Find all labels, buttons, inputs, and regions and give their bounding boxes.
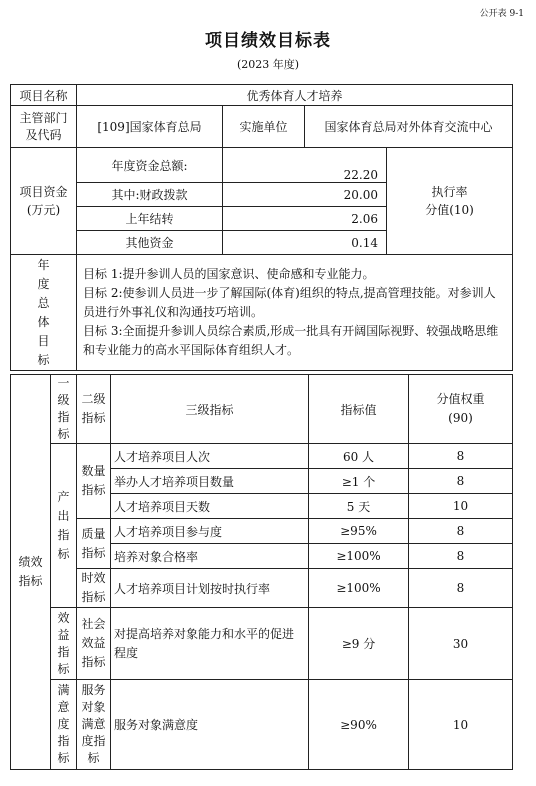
social-benefit-label [77, 608, 111, 680]
quantity-indicator-label [77, 444, 111, 519]
dept-label [11, 106, 77, 148]
annual-goals-text [77, 255, 513, 371]
value-header: 指标值 [309, 375, 409, 444]
level2-header [77, 375, 111, 444]
weight-header-line1: 分值权重 [436, 392, 485, 406]
execution-rate-line2: 分值(10) [425, 203, 474, 217]
header-line: 指标 [81, 411, 106, 425]
other-funds-label: 其他资金 [77, 231, 223, 255]
label-char: 出 [57, 508, 70, 523]
indicator-value: ≥1 个 [309, 469, 409, 494]
indicator-name: 人才培养项目计划按时执行率 [111, 569, 309, 608]
header-char: 一 [57, 376, 70, 390]
label-line: 指标 [81, 655, 106, 669]
weight-header [409, 375, 513, 444]
header-char: 级 [57, 393, 70, 407]
label-char: 满 [57, 683, 70, 697]
service-satisfaction-label [77, 680, 111, 770]
output-indicator-label [51, 444, 77, 608]
goals-label-char: 年 [37, 257, 50, 272]
quality-indicator-label [77, 519, 111, 569]
execution-rate-line1: 执行率 [431, 185, 468, 199]
total-funds-label: 年度资金总额: [77, 148, 223, 183]
indicator-name: 人才培养项目人次 [111, 444, 309, 469]
indicator-name: 服务对象满意度 [111, 680, 309, 770]
label-line: 社会 [81, 617, 106, 631]
section-label-line: 指标 [18, 574, 43, 588]
performance-table [10, 374, 513, 770]
indicator-name: 对提高培养对象能力和水平的促进程度 [111, 608, 309, 680]
level3-header: 三级指标 [111, 375, 309, 444]
label-char: 指 [57, 734, 70, 748]
goals-label-char: 总 [37, 295, 50, 310]
label-line: 服务 [81, 683, 106, 697]
indicator-name: 培养对象合格率 [111, 544, 309, 569]
table-code: 公开表 9-1 [479, 9, 524, 19]
indicator-value: ≥9 分 [309, 608, 409, 680]
indicator-name: 人才培养项目参与度 [111, 519, 309, 544]
header-char: 标 [57, 427, 70, 441]
funds-label-line2: (万元) [26, 203, 61, 217]
fiscal-funds-label: 其中:财政拨款 [77, 183, 223, 207]
indicator-value: ≥100% [309, 569, 409, 608]
indicator-name: 人才培养项目天数 [111, 494, 309, 519]
weight-header-line2: (90) [448, 411, 473, 425]
level1-header [51, 375, 77, 444]
section-label-line: 绩效 [18, 555, 43, 569]
indicator-weight: 10 [409, 680, 513, 770]
label-line: 指标 [81, 590, 106, 604]
indicator-name: 举办人才培养项目数量 [111, 469, 309, 494]
label-line: 数量 [81, 464, 106, 478]
performance-section-label [11, 375, 51, 770]
label-char: 意 [57, 700, 70, 714]
indicator-weight: 8 [409, 444, 513, 469]
impl-label: 实施单位 [223, 106, 305, 148]
funds-label [11, 148, 77, 255]
indicator-weight: 8 [409, 569, 513, 608]
project-name-label: 项目名称 [11, 85, 77, 106]
impl-value: 国家体育总局对外体育交流中心 [305, 106, 513, 148]
indicator-weight: 10 [409, 494, 513, 519]
label-line: 对象 [81, 700, 106, 714]
label-line: 指标 [81, 545, 106, 560]
indicator-value: ≥95% [309, 519, 409, 544]
goals-label-char: 度 [37, 276, 50, 291]
label-line: 度指 [81, 734, 106, 748]
goals-label-char: 体 [37, 314, 50, 329]
goal-3: 目标 3:全面提升参训人员综合素质,形成一批具有开阔国际视野、较强战略思维和专业能力的高水平国际体育组织人才。 [83, 324, 499, 357]
header-char: 指 [57, 410, 70, 424]
year-subtitle: (2023 年度) [236, 58, 300, 71]
satisfaction-indicator-label [51, 680, 77, 770]
label-line: 标 [87, 751, 100, 765]
header-line: 二级 [81, 392, 106, 406]
label-char: 产 [57, 489, 70, 504]
label-char: 效 [57, 610, 70, 625]
goals-label-char: 目 [37, 333, 50, 348]
goal-1: 目标 1:提升参训人员的国家意识、使命感和专业能力。 [83, 267, 375, 281]
label-line: 质量 [81, 526, 106, 541]
dept-value: [109]国家体育总局 [77, 106, 223, 148]
label-char: 指 [57, 644, 70, 659]
label-char: 标 [57, 661, 70, 676]
label-char: 标 [57, 546, 70, 561]
benefit-indicator-label [51, 608, 77, 680]
fiscal-funds-value: 20.00 [223, 183, 387, 207]
indicator-value: 5 天 [309, 494, 409, 519]
label-line: 效益 [81, 636, 106, 650]
label-char: 指 [57, 527, 70, 542]
dept-label-line1: 主管部门 [19, 110, 68, 125]
dept-label-line2: 及代码 [25, 127, 62, 142]
timeliness-indicator-label [77, 569, 111, 608]
indicator-value: ≥90% [309, 680, 409, 770]
execution-rate-label [387, 148, 513, 255]
indicator-weight: 8 [409, 519, 513, 544]
indicator-value: ≥100% [309, 544, 409, 569]
label-line: 满意 [81, 717, 106, 731]
label-line: 指标 [81, 483, 106, 497]
goal-2: 目标 2:使参训人员进一步了解国际(体育)组织的特点,提高管理技能。对参训人员进行外事礼仪和沟通技巧培训。 [83, 286, 496, 319]
indicator-weight: 8 [409, 469, 513, 494]
label-line: 时效 [81, 571, 106, 585]
annual-goals-label [11, 255, 77, 371]
label-char: 益 [57, 627, 70, 642]
project-name-value: 优秀体育人才培养 [77, 85, 513, 106]
funds-label-line1: 项目资金 [19, 185, 68, 199]
goals-label-char: 标 [37, 352, 50, 367]
other-funds-value: 0.14 [223, 231, 387, 255]
label-char: 度 [57, 717, 70, 731]
indicator-value: 60 人 [309, 444, 409, 469]
indicator-weight: 30 [409, 608, 513, 680]
total-funds-value: 22.20 [223, 148, 387, 183]
carryover-funds-value: 2.06 [223, 207, 387, 231]
project-info-table [10, 84, 513, 371]
carryover-funds-label: 上年结转 [77, 207, 223, 231]
page-title: 项目绩效目标表 [205, 31, 331, 51]
indicator-weight: 8 [409, 544, 513, 569]
label-char: 标 [57, 751, 70, 765]
